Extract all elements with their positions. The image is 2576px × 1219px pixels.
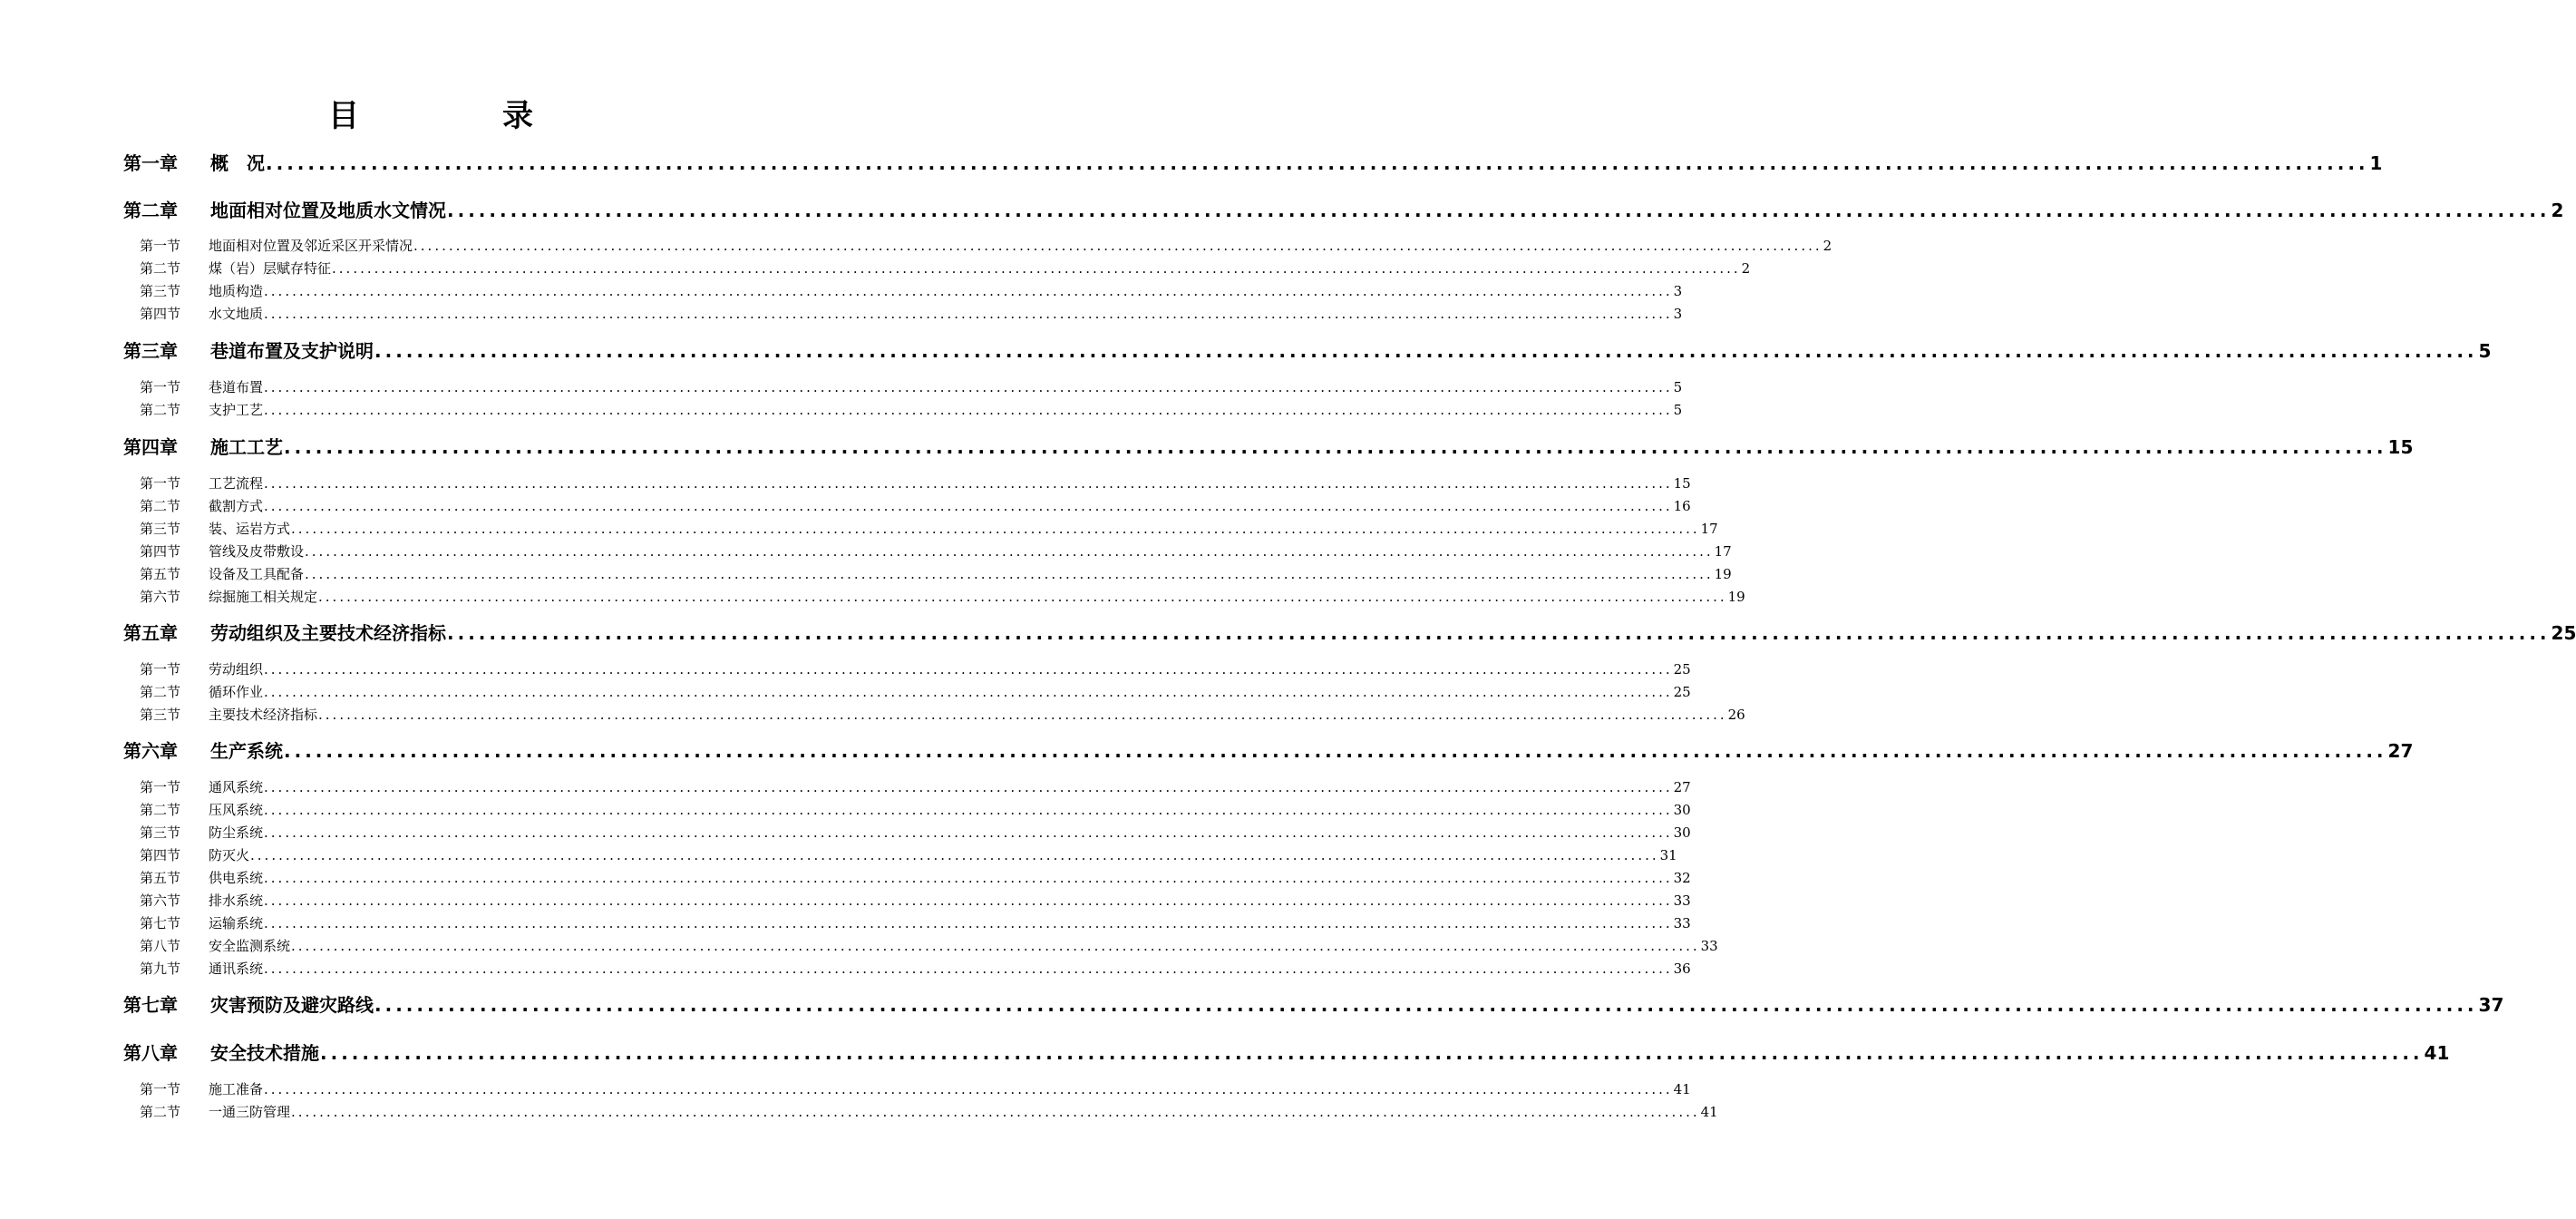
toc-entry-title: 排水系统 <box>209 892 264 909</box>
dot-leader: ........................................................................................................................................................................................................ <box>332 260 1741 277</box>
toc-entry-number: 第五节 <box>140 566 181 582</box>
toc-entry-title: 供电系统 <box>209 870 264 886</box>
toc-entry-section[interactable] <box>140 541 1732 562</box>
toc-entry-title: 概 况 <box>210 152 265 174</box>
dot-leader: ........................................................................................................................................................................................................ <box>413 238 1823 254</box>
toc-entry-section[interactable] <box>140 586 1745 608</box>
toc-entry-title: 地质构造 <box>209 283 264 299</box>
toc-entry-number: 第六节 <box>140 589 181 605</box>
dot-leader: ........................................................................................................................................................................................................ <box>264 498 1673 514</box>
toc-entry-section[interactable] <box>140 704 1745 726</box>
toc-entry-title: 运输系统 <box>209 915 264 931</box>
toc-entry-title: 生产系统 <box>210 740 283 762</box>
toc-entry-number: 第三节 <box>140 824 181 841</box>
toc-entry-section[interactable] <box>140 280 1683 302</box>
dot-leader: ........................................................................................................................................................................................................ <box>264 283 1673 299</box>
dot-leader: ........................................................................................................................................................................................................ <box>318 707 1727 723</box>
toc-entry-section[interactable] <box>140 799 1691 821</box>
toc-entry-section[interactable] <box>140 473 1691 494</box>
toc-entry-title: 施工工艺 <box>210 436 283 458</box>
toc-entry-section[interactable] <box>140 303 1683 325</box>
toc-entry-title: 巷道布置 <box>209 379 264 395</box>
toc-entry-page-number: 33 <box>1673 892 1691 909</box>
toc-entry-number: 第四节 <box>140 847 181 863</box>
toc-entry-chapter[interactable] <box>123 618 2576 649</box>
toc-entry-section[interactable] <box>140 681 1691 703</box>
toc-entry-number: 第三节 <box>140 283 181 299</box>
toc-entry-page-number: 17 <box>1714 543 1732 560</box>
toc-entry-page-number: 16 <box>1673 498 1691 514</box>
dot-leader: ........................................................................................................................................................................................................ <box>264 802 1673 818</box>
toc-entry-title: 巷道布置及支护说明 <box>210 340 374 362</box>
toc-entry-page-number: 3 <box>1673 306 1683 322</box>
dot-leader: ........................................................................................................................................................................................................ <box>264 870 1673 886</box>
toc-entry-page-number: 3 <box>1673 283 1683 299</box>
dot-leader: ........................................................................................................................................................................................................ <box>264 779 1673 795</box>
toc-entry-number: 第一节 <box>140 661 181 678</box>
toc-entry-title: 综掘施工相关规定 <box>209 589 318 605</box>
toc-entry-title: 管线及皮带敷设 <box>209 543 305 560</box>
dot-leader: ........................................................................................................................................................................................................ <box>291 1104 1700 1120</box>
dot-leader: ........................................................................................................................................................................................................ <box>266 152 2369 174</box>
toc-entry-number: 第八章 <box>123 1042 178 1064</box>
toc-entry-number: 第三节 <box>140 521 181 537</box>
toc-entry-number: 第五章 <box>123 622 178 644</box>
toc-entry-section[interactable] <box>140 1101 1718 1123</box>
toc-entry-page-number: 2 <box>1823 238 1832 254</box>
toc-entry-title: 地面相对位置及邻近采区开采情况 <box>209 238 413 254</box>
dot-leader: ........................................................................................................................................................................................................ <box>264 379 1673 395</box>
dot-leader: ........................................................................................................................................................................................................ <box>264 892 1673 909</box>
dot-leader: ........................................................................................................................................................................................................ <box>318 589 1727 605</box>
toc-entry-section[interactable] <box>140 518 1718 540</box>
toc-entry-section[interactable] <box>140 658 1691 680</box>
toc-entry-page-number: 31 <box>1659 847 1677 863</box>
toc-entry-number: 第三节 <box>140 707 181 723</box>
toc-entry-title: 工艺流程 <box>209 475 264 492</box>
toc-entry-number: 第二节 <box>140 802 181 818</box>
dot-leader: ........................................................................................................................................................................................................ <box>374 994 2478 1016</box>
toc-entry-number: 第二节 <box>140 684 181 700</box>
toc-entry-page-number: 1 <box>2369 152 2383 174</box>
toc-entry-title: 灾害预防及避灾路线 <box>210 994 374 1016</box>
toc-entry-page-number: 41 <box>1700 1104 1718 1120</box>
toc-entry-number: 第五节 <box>140 870 181 886</box>
toc-entry-number: 第一节 <box>140 238 181 254</box>
toc-entry-section[interactable] <box>140 776 1691 798</box>
dot-leader: ........................................................................................................................................................................................................ <box>374 340 2478 362</box>
toc-entry-title: 地面相对位置及地质水文情况 <box>210 200 446 221</box>
toc-entry-number: 第二节 <box>140 260 181 277</box>
dot-leader: ........................................................................................................................................................................................................ <box>264 961 1673 977</box>
toc-entry-section[interactable] <box>140 958 1691 980</box>
toc-entry-page-number: 41 <box>2424 1042 2450 1064</box>
toc-entry-section[interactable] <box>140 890 1691 912</box>
toc-entry-page-number: 5 <box>1673 379 1683 395</box>
dot-leader: ........................................................................................................................................................................................................ <box>447 622 2551 644</box>
toc-entry-number: 第二章 <box>123 200 178 221</box>
toc-entry-page-number: 32 <box>1673 870 1691 886</box>
dot-leader: ........................................................................................................................................................................................................ <box>264 824 1673 841</box>
toc-entry-number: 第七节 <box>140 915 181 931</box>
toc-entry-number: 第一节 <box>140 779 181 795</box>
toc-entry-number: 第二节 <box>140 498 181 514</box>
toc-entry-page-number: 26 <box>1727 707 1745 723</box>
dot-leader: ........................................................................................................................................................................................................ <box>320 1042 2424 1064</box>
toc-entry-title: 防尘系统 <box>209 824 264 841</box>
toc-entry-number: 第三章 <box>123 340 178 362</box>
toc-entry-section[interactable] <box>140 235 1832 257</box>
toc-entry-page-number: 37 <box>2478 994 2504 1016</box>
toc-entry-page-number: 5 <box>1673 402 1683 418</box>
toc-entry-section[interactable] <box>140 867 1691 889</box>
toc-entry-title: 装、运岩方式 <box>209 521 291 537</box>
toc-entry-title: 支护工艺 <box>209 402 264 418</box>
toc-entry-section[interactable] <box>140 844 1677 866</box>
toc-entry-page-number: 25 <box>1673 661 1691 678</box>
toc-entry-title: 煤（岩）层赋存特征 <box>209 260 332 277</box>
dot-leader: ........................................................................................................................................................................................................ <box>284 740 2387 762</box>
toc-entry-chapter[interactable] <box>123 195 2564 226</box>
toc-entry-page-number: 15 <box>2387 436 2414 458</box>
toc-entry-page-number: 25 <box>1673 684 1691 700</box>
dot-leader: ........................................................................................................................................................................................................ <box>264 684 1673 700</box>
toc-entry-number: 第一节 <box>140 379 181 395</box>
toc-entry-page-number: 15 <box>1673 475 1691 492</box>
dot-leader: ........................................................................................................................................................................................................ <box>305 543 1714 560</box>
toc-entry-section[interactable] <box>140 822 1691 844</box>
toc-entry-title: 设备及工具配备 <box>209 566 305 582</box>
dot-leader: ........................................................................................................................................................................................................ <box>264 402 1673 418</box>
toc-entry-number: 第四节 <box>140 306 181 322</box>
toc-entry-section[interactable] <box>140 399 1683 421</box>
toc-entry-number: 第一章 <box>123 152 178 174</box>
toc-entry-chapter[interactable] <box>123 148 2383 179</box>
toc-title: 目 录 <box>328 98 589 134</box>
dot-leader: ........................................................................................................................................................................................................ <box>264 306 1673 322</box>
toc-entry-chapter[interactable] <box>123 432 2414 463</box>
toc-entry-number: 第六节 <box>140 892 181 909</box>
toc-entry-number: 第二节 <box>140 402 181 418</box>
dot-leader: ........................................................................................................................................................................................................ <box>264 661 1673 678</box>
dot-leader: ........................................................................................................................................................................................................ <box>264 915 1673 931</box>
toc-entry-number: 第二节 <box>140 1104 181 1120</box>
toc-entry-page-number: 27 <box>1673 779 1691 795</box>
toc-entry-page-number: 41 <box>1673 1081 1691 1097</box>
toc-entry-chapter[interactable] <box>123 990 2504 1020</box>
toc-entry-title: 劳动组织 <box>209 661 264 678</box>
toc-entry-section[interactable] <box>140 258 1751 279</box>
toc-entry-title: 通风系统 <box>209 779 264 795</box>
toc-entry-number: 第一节 <box>140 1081 181 1097</box>
toc-entry-number: 第九节 <box>140 961 181 977</box>
dot-leader: ........................................................................................................................................................................................................ <box>264 1081 1673 1097</box>
toc-entry-title: 主要技术经济指标 <box>209 707 318 723</box>
toc-entry-section[interactable] <box>140 376 1683 398</box>
toc-entry-section[interactable] <box>140 495 1691 517</box>
toc-entry-number: 第四章 <box>123 436 178 458</box>
dot-leader: ........................................................................................................................................................................................................ <box>284 436 2387 458</box>
toc-entry-title: 安全监测系统 <box>209 938 291 954</box>
toc-entry-page-number: 36 <box>1673 961 1691 977</box>
toc-entry-number: 第一节 <box>140 475 181 492</box>
toc-entry-title: 通讯系统 <box>209 961 264 977</box>
toc-entry-title: 劳动组织及主要技术经济指标 <box>210 622 446 644</box>
dot-leader: ........................................................................................................................................................................................................ <box>291 521 1700 537</box>
toc-entry-title: 循环作业 <box>209 684 264 700</box>
toc-entry-page-number: 27 <box>2387 740 2414 762</box>
toc-entry-page-number: 33 <box>1700 938 1718 954</box>
toc-entry-page-number: 5 <box>2478 340 2492 362</box>
toc-entry-title: 安全技术措施 <box>210 1042 319 1064</box>
toc-entry-title: 施工准备 <box>209 1081 264 1097</box>
toc-entry-title: 压风系统 <box>209 802 264 818</box>
toc-entry-section[interactable] <box>140 935 1718 957</box>
toc-entry-section[interactable] <box>140 912 1691 934</box>
dot-leader: ........................................................................................................................................................................................................ <box>264 475 1673 492</box>
toc-entry-page-number: 17 <box>1700 521 1718 537</box>
dot-leader: ........................................................................................................................................................................................................ <box>305 566 1714 582</box>
toc-entry-section[interactable] <box>140 1078 1691 1100</box>
toc-entry-page-number: 30 <box>1673 802 1691 818</box>
toc-entry-page-number: 19 <box>1714 566 1732 582</box>
toc-entry-page-number: 30 <box>1673 824 1691 841</box>
toc-entry-title: 一通三防管理 <box>209 1104 291 1120</box>
toc-entry-chapter[interactable] <box>123 336 2492 366</box>
toc-entry-section[interactable] <box>140 563 1732 585</box>
dot-leader: ........................................................................................................................................................................................................ <box>291 938 1700 954</box>
toc-entry-chapter[interactable] <box>123 1038 2450 1068</box>
toc-entry-page-number: 2 <box>1741 260 1751 277</box>
dot-leader: ........................................................................................................................................................................................................ <box>250 847 1659 863</box>
toc-entry-page-number: 2 <box>2551 200 2564 221</box>
toc-entry-title: 截割方式 <box>209 498 264 514</box>
toc-entry-page-number: 19 <box>1727 589 1745 605</box>
dot-leader: ........................................................................................................................................................................................................ <box>447 200 2551 221</box>
toc-entry-title: 水文地质 <box>209 306 264 322</box>
toc-entry-title: 防灭火 <box>209 847 250 863</box>
toc-entry-number: 第四节 <box>140 543 181 560</box>
toc-entry-page-number: 33 <box>1673 915 1691 931</box>
toc-entry-number: 第七章 <box>123 994 178 1016</box>
toc-entry-chapter[interactable] <box>123 736 2414 766</box>
toc-entry-number: 第八节 <box>140 938 181 954</box>
toc-entry-page-number: 25 <box>2551 622 2576 644</box>
toc-entry-number: 第六章 <box>123 740 178 762</box>
